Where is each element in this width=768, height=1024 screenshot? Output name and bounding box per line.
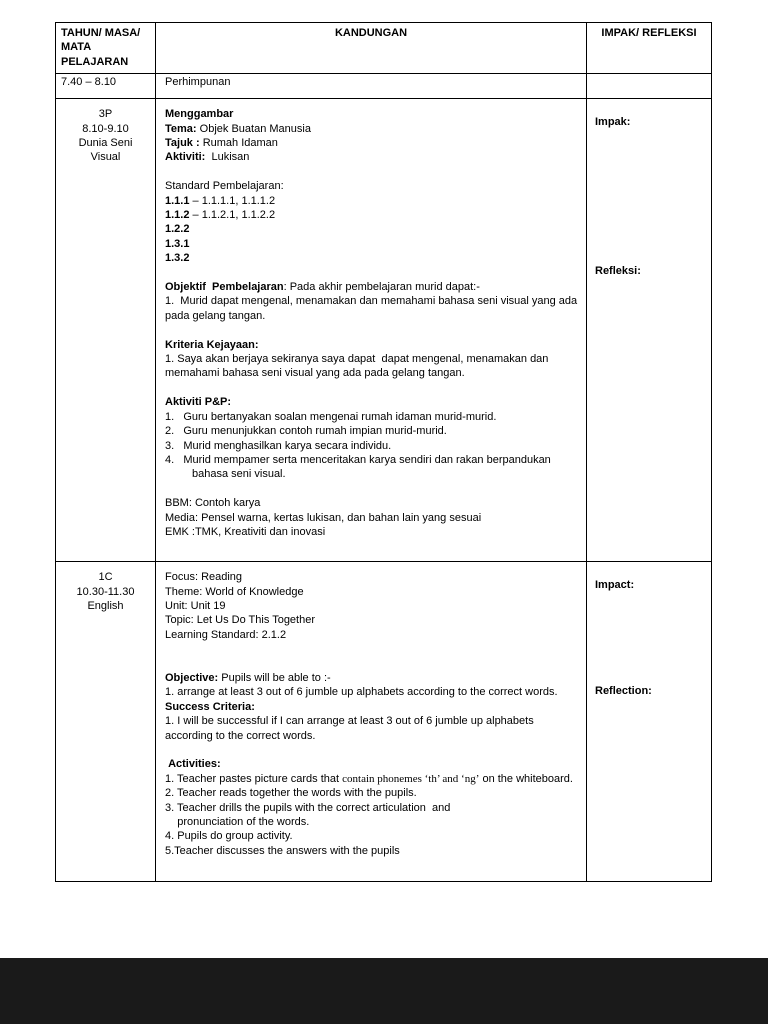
text-line: PELAJARAN	[61, 55, 129, 68]
text-line: Activities:	[165, 758, 221, 771]
text-line: 1. arrange at least 3 out of 6 jumble up alphabets according to the correct words.	[165, 686, 558, 699]
text-line: Kriteria Kejayaan:	[165, 338, 259, 351]
text-line: Aktiviti P&P:	[165, 396, 232, 409]
text-line: 10.30-11.30	[76, 585, 135, 598]
text-line: 4. Pupils do group activity.	[165, 830, 293, 843]
lesson-content-english	[156, 562, 587, 882]
text-line: 3. Murid menghasilkan karya secara individu.	[165, 439, 392, 452]
text-line: 1. I will be successful if I can arrange at least 3 out of 6 jumble up alphabets according to the correct words.	[165, 715, 537, 742]
text-line: 5.Teacher discusses the answers with the pupils	[165, 844, 400, 857]
text-line	[165, 743, 578, 757]
text-line	[165, 482, 578, 496]
lesson-plan-table	[55, 22, 712, 882]
refleksi-label: Refleksi:	[595, 264, 641, 277]
text-line: 8.10-9.10	[82, 122, 129, 135]
text-line: 1. Murid dapat mengenal, menamakan dan memahami bahasa seni visual yang ada pada gelang tangan.	[165, 295, 581, 322]
text-line: 1.2.2	[165, 223, 190, 236]
reflection-label: Reflection:	[595, 684, 652, 697]
header-tahun-masa-mata-pelajaran	[56, 23, 156, 74]
text-line: BBM: Contoh karya	[165, 497, 261, 510]
text-line: 1. Teacher pastes picture cards that contain phonemes ‘th’ and ‘ng’ on the whiteboard.	[165, 772, 573, 785]
text-line: Tajuk : Rumah Idaman	[165, 136, 278, 149]
impact-cell-seni	[587, 99, 712, 562]
class-time-subject-english	[56, 562, 156, 882]
text-line: 1.1.2 – 1.1.2.1, 1.1.2.2	[165, 209, 276, 222]
text-line: Theme: World of Knowledge	[165, 585, 304, 598]
text-line: 4. Murid mempamer serta menceritakan karya sendiri dan rakan berpandukan bahasa seni visual.	[165, 453, 554, 481]
header-impak-refleksi: IMPAK/ REFLEKSI	[587, 23, 712, 74]
impact-cell-english	[587, 562, 712, 882]
text-line: Objektif Pembelajaran: Pada akhir pembelajaran murid dapat:-	[165, 281, 480, 294]
text-line: Aktiviti: Lukisan	[165, 151, 250, 164]
text-line: 1.3.2	[165, 252, 190, 265]
impact-cell-empty	[587, 74, 712, 99]
text-line: 1. Saya akan berjaya sekiranya saya dapat dapat mengenal, menamakan dan memahami bahasa seni visual yang ada pada gelang tangan.	[165, 353, 552, 380]
time-slot-perhimpunan: 7.40 – 8.10	[56, 74, 156, 99]
text-line: 2. Guru menunjukkan contoh rumah impian murid-murid.	[165, 425, 447, 438]
text-line: Learning Standard: 2.1.2	[165, 628, 287, 641]
text-line: Dunia Seni	[78, 136, 133, 149]
text-line: 3P	[98, 108, 113, 121]
text-line: English	[87, 599, 124, 612]
lesson-content-seni	[156, 99, 587, 562]
header-kandungan: KANDUNGAN	[156, 23, 587, 74]
text-line: Menggambar	[165, 108, 234, 121]
text-line: Standard Pembelajaran:	[165, 180, 284, 193]
table-row-perhimpunan	[56, 74, 712, 99]
text-line: Topic: Let Us Do This Together	[165, 614, 316, 627]
table-row-dunia-seni-visual	[56, 99, 712, 562]
text-line: 1.3.1	[165, 237, 190, 250]
text-line: pronunciation of the words.	[165, 816, 310, 829]
text-line	[165, 381, 578, 395]
table-header-row	[56, 23, 712, 74]
text-line: MATA	[61, 41, 92, 54]
text-line: Success Criteria:	[165, 700, 255, 713]
text-line: 3. Teacher drills the pupils with the correct articulation and	[165, 801, 451, 814]
text-line	[165, 657, 578, 671]
text-line: Unit: Unit 19	[165, 599, 226, 612]
viewer-footer-bar	[0, 958, 768, 1024]
text-line	[165, 323, 578, 337]
class-time-subject-seni	[56, 99, 156, 562]
text-line: 1C	[98, 571, 113, 584]
text-line: TAHUN/ MASA/	[61, 27, 141, 39]
content-perhimpunan: Perhimpunan	[156, 74, 587, 99]
impak-label: Impak:	[595, 116, 631, 129]
text-line: Objective: Pupils will be able to :-	[165, 672, 331, 685]
text-line: 1.1.1 – 1.1.1.1, 1.1.1.2	[165, 194, 276, 207]
text-line	[165, 266, 578, 280]
text-line: Visual	[90, 151, 121, 164]
text-line: Media: Pensel warna, kertas lukisan, dan bahan lain yang sesuai	[165, 511, 482, 524]
text-line	[165, 642, 578, 656]
text-line: Tema: Objek Buatan Manusia	[165, 122, 311, 135]
table-row-english	[56, 562, 712, 882]
impact-label: Impact:	[595, 579, 635, 592]
text-line	[165, 165, 578, 179]
text-line: EMK :TMK, Kreativiti dan inovasi	[165, 525, 326, 538]
text-line: 2. Teacher reads together the words with the pupils.	[165, 787, 417, 800]
text-line: Focus: Reading	[165, 571, 243, 584]
text-line: 1. Guru bertanyakan soalan mengenai rumah idaman murid-murid.	[165, 410, 497, 423]
